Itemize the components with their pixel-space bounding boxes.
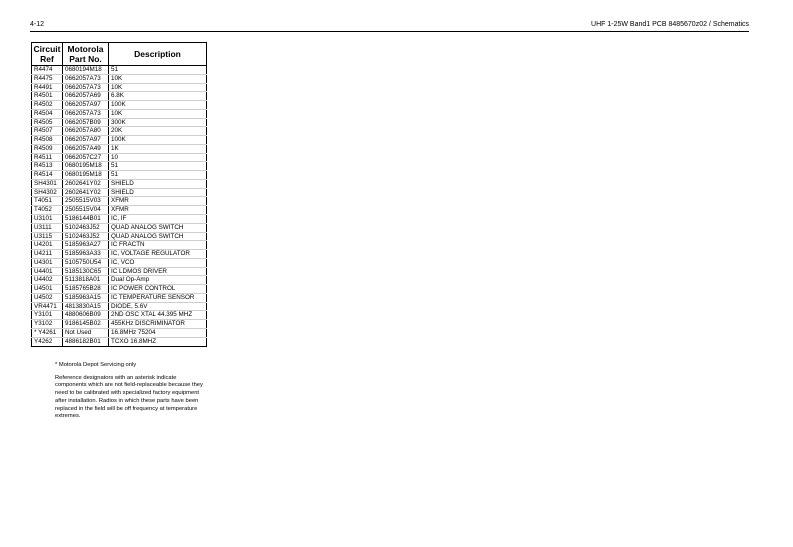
- cell-ref: T4051: [32, 197, 63, 206]
- cell-part-no: 2602641Y02: [63, 188, 109, 197]
- table-row: [32, 250, 207, 259]
- cell-ref: U3115: [32, 232, 63, 241]
- cell-description: XFMR: [109, 197, 207, 206]
- cell-part-no: 0662057C27: [63, 153, 109, 162]
- table-row: [32, 328, 207, 337]
- parts-table: [31, 42, 207, 347]
- cell-description: 51: [109, 171, 207, 180]
- cell-ref: U4211: [32, 250, 63, 259]
- cell-description: 2ND OSC XTAL 44.395 MHZ: [109, 311, 207, 320]
- cell-part-no: 0662057A73: [63, 83, 109, 92]
- table-row: [32, 66, 207, 75]
- cell-description: 51: [109, 66, 207, 75]
- table-row: [32, 136, 207, 145]
- cell-ref: R4509: [32, 144, 63, 153]
- table-row: [32, 293, 207, 302]
- cell-part-no: 0662057A73: [63, 74, 109, 83]
- cell-part-no: 0662057B09: [63, 118, 109, 127]
- notes-block: [55, 362, 207, 426]
- table-row: [32, 92, 207, 101]
- cell-part-no: 2602641Y02: [63, 179, 109, 188]
- table-row: [32, 223, 207, 232]
- cell-description: Dual Op-Amp: [109, 276, 207, 285]
- cell-part-no: 2505515V04: [63, 206, 109, 215]
- cell-description: 10: [109, 153, 207, 162]
- cell-description: 51: [109, 162, 207, 171]
- cell-ref: Y3102: [32, 320, 63, 329]
- cell-ref: R4508: [32, 136, 63, 145]
- cell-description: 1K: [109, 144, 207, 153]
- table-row: [32, 83, 207, 92]
- cell-description: TCXO 16.8MHZ: [109, 337, 207, 346]
- cell-part-no: 0662057A73: [63, 109, 109, 118]
- cell-part-no: 4813830A15: [63, 302, 109, 311]
- table-row: [32, 118, 207, 127]
- cell-ref: U4402: [32, 276, 63, 285]
- table-row: [32, 74, 207, 83]
- cell-ref: R4491: [32, 83, 63, 92]
- cell-part-no: 4886182B01: [63, 337, 109, 346]
- cell-description: DIODE, 5.6V: [109, 302, 207, 311]
- cell-description: 20K: [109, 127, 207, 136]
- cell-ref: R4514: [32, 171, 63, 180]
- cell-description: IC, VCO: [109, 258, 207, 267]
- cell-part-no: 5102463J52: [63, 232, 109, 241]
- table-row: [32, 144, 207, 153]
- notes-paragraph: Reference designators with an asterisk indicate components which are not field-replaceable because they need to be calibrated with specialized factory equipment after installation. Radios in which these parts have been replaced in the field will be off frequency at temperature extremes.: [55, 374, 203, 420]
- table-row: [32, 153, 207, 162]
- cell-ref: VR4471: [32, 302, 63, 311]
- cell-ref: U3101: [32, 215, 63, 224]
- cell-description: 10K: [109, 74, 207, 83]
- cell-part-no: 5185963A15: [63, 293, 109, 302]
- cell-part-no: Not Used: [63, 328, 109, 337]
- cell-ref: T4052: [32, 206, 63, 215]
- cell-ref: R4474: [32, 66, 63, 75]
- cell-ref: Y3101: [32, 311, 63, 320]
- page-title: UHF 1-25W Band1 PCB 8485670z02 / Schematics: [591, 21, 749, 28]
- table-row: [32, 197, 207, 206]
- cell-description: 300K: [109, 118, 207, 127]
- cell-description: IC LDMOS DRIVER: [109, 267, 207, 276]
- table-row: [32, 285, 207, 294]
- table-row: [32, 179, 207, 188]
- cell-ref: R4502: [32, 101, 63, 110]
- cell-part-no: 0680195M18: [63, 162, 109, 171]
- table-row: [32, 109, 207, 118]
- cell-part-no: 5102463J52: [63, 223, 109, 232]
- header-rule: [30, 31, 749, 32]
- cell-ref: U4301: [32, 258, 63, 267]
- table-row: [32, 188, 207, 197]
- table-row: [32, 171, 207, 180]
- cell-part-no: 0680194M18: [63, 66, 109, 75]
- cell-description: QUAD ANALOG SWITCH: [109, 223, 207, 232]
- cell-description: 455KHz DISCRIMINATOR: [109, 320, 207, 329]
- cell-description: IC TEMPERATURE SENSOR: [109, 293, 207, 302]
- cell-ref: R4475: [32, 74, 63, 83]
- cell-ref: Y4262: [34, 337, 53, 345]
- table-row: [32, 311, 207, 320]
- table-row: [32, 258, 207, 267]
- cell-part-no: 5186144B01: [63, 215, 109, 224]
- footnote: * Motorola Depot Servicing only: [55, 362, 137, 368]
- table-row: [32, 276, 207, 285]
- cell-description: 10K: [109, 109, 207, 118]
- table-row: [32, 162, 207, 171]
- table-row: [32, 101, 207, 110]
- table-row: [32, 337, 207, 346]
- cell-ref: SH4302: [32, 188, 63, 197]
- table-row: [32, 232, 207, 241]
- column-header-part-no: Motorola Part No.: [63, 43, 109, 66]
- cell-ref: R4511: [32, 153, 63, 162]
- cell-description: 6.8K: [109, 92, 207, 101]
- cell-ref: R4507: [32, 127, 63, 136]
- cell-part-no: 4880606B09: [63, 311, 109, 320]
- cell-description: SHIELD: [109, 179, 207, 188]
- cell-part-no: 0680195M18: [63, 171, 109, 180]
- cell-description: 100K: [109, 136, 207, 145]
- table-row: [32, 241, 207, 250]
- cell-part-no: 5185765B28: [63, 285, 109, 294]
- cell-description: 16.8MHz 75204: [109, 328, 207, 337]
- cell-ref: U4502: [32, 293, 63, 302]
- cell-part-no: 0662057A80: [63, 127, 109, 136]
- cell-part-no: 0662057A97: [63, 136, 109, 145]
- cell-part-no: 0662057A97: [63, 101, 109, 110]
- table-row: [32, 206, 207, 215]
- cell-ref: R4504: [32, 109, 63, 118]
- cell-description: IC, IF: [109, 215, 207, 224]
- column-header-circuit-ref: Circuit Ref: [32, 43, 63, 66]
- cell-part-no: 2505515V03: [63, 197, 109, 206]
- page-number: 4-12: [30, 21, 45, 28]
- cell-ref: * Y4261: [32, 328, 63, 337]
- cell-ref: U4401: [32, 267, 63, 276]
- table-row: [32, 127, 207, 136]
- cell-part-no: 5105750U54: [63, 258, 109, 267]
- cell-description: XFMR: [109, 206, 207, 215]
- cell-description: SHIELD: [109, 188, 207, 197]
- cell-ref: R4501: [32, 92, 63, 101]
- cell-part-no: 9186145B02: [63, 320, 109, 329]
- cell-part-no: 5185130C65: [63, 267, 109, 276]
- cell-ref: U4201: [32, 241, 63, 250]
- cell-part-no: 5185963A27: [63, 241, 109, 250]
- cell-ref: U4501: [32, 285, 63, 294]
- table-row: [32, 215, 207, 224]
- cell-description: IC, VOLTAGE REGULATOR: [109, 250, 207, 259]
- cell-ref: U3111: [32, 223, 63, 232]
- cell-part-no: 0662057A69: [63, 92, 109, 101]
- cell-part-no: 5185963A33: [63, 250, 109, 259]
- cell-description: QUAD ANALOG SWITCH: [109, 232, 207, 241]
- cell-part-no: 0662057A49: [63, 144, 109, 153]
- cell-part-no: 5113818A01: [63, 276, 109, 285]
- table-row: [32, 320, 207, 329]
- cell-ref: SH4301: [32, 179, 63, 188]
- cell-description: IC FRACTN: [109, 241, 207, 250]
- table-row: [32, 302, 207, 311]
- cell-description: 10K: [109, 83, 207, 92]
- table-row: [32, 267, 207, 276]
- cell-ref: R4505: [32, 118, 63, 127]
- cell-description: IC POWER CONTROL: [109, 285, 207, 294]
- cell-description: 100K: [109, 101, 207, 110]
- column-header-description: Description: [109, 43, 207, 66]
- cell-ref: R4513: [32, 162, 63, 171]
